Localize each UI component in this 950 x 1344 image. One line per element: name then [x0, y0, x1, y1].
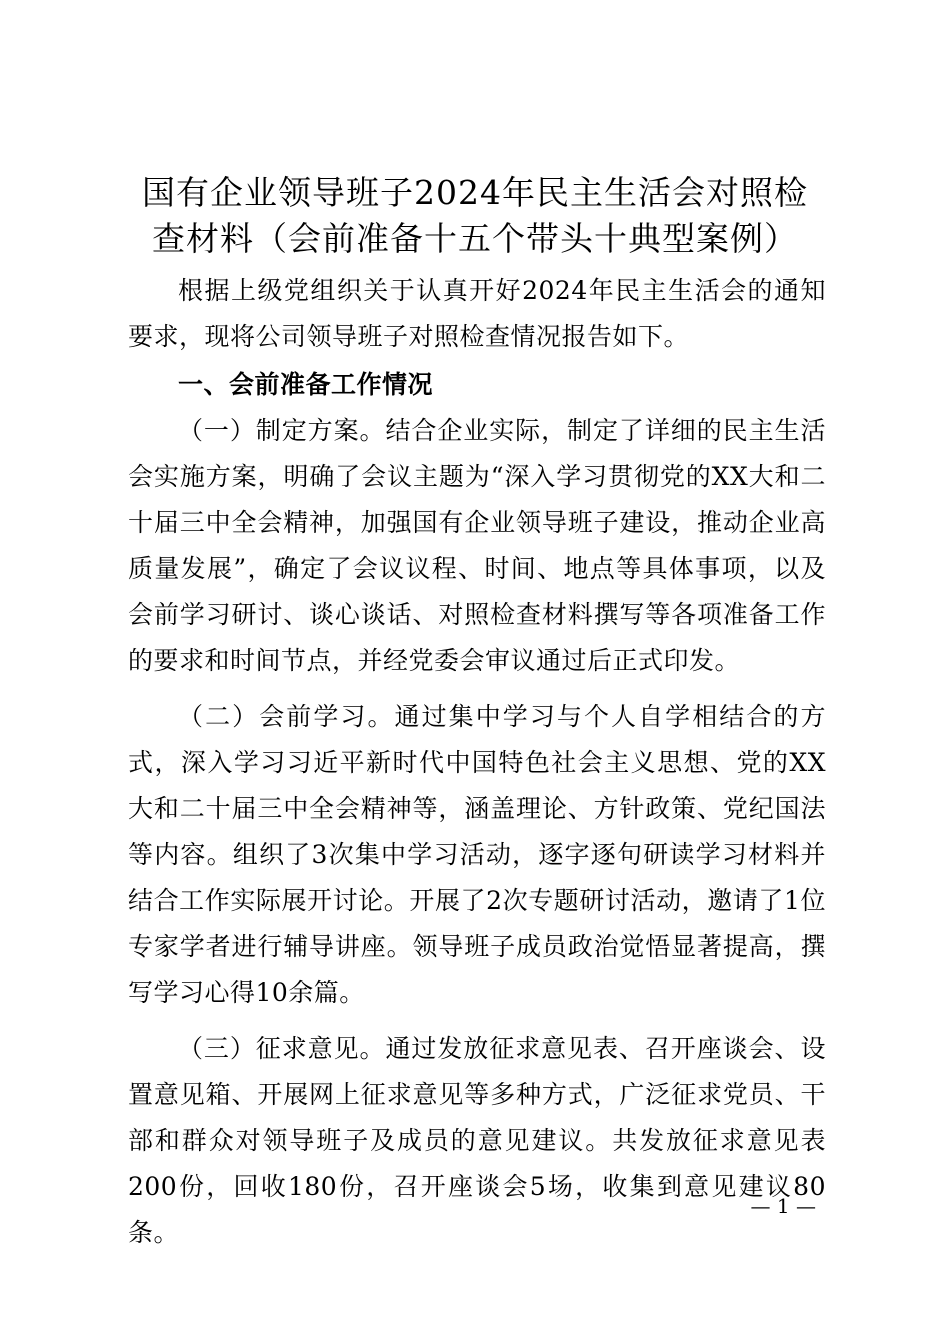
title-line-2: 查材料（会前准备十五个带头十典型案例）	[152, 219, 798, 258]
item-3-text: 通过发放征求意见表、召开座谈会、设置意见箱、开展网上征求意见等多种方式，广泛征求党员、干部和群众对领导班子及成员的意见建议。共发放征求意见表200份，回收180份，召开座谈会5场，收集到意见建议80条。	[128, 1034, 826, 1247]
page-number: — 1 —	[750, 1194, 816, 1218]
paragraph-item-2	[128, 694, 826, 1016]
document-body	[128, 268, 826, 1256]
paragraph-item-1	[128, 408, 826, 684]
paragraph-item-3	[128, 1026, 826, 1256]
item-2-lead: （二）会前学习。	[178, 702, 395, 731]
title-line-1: 国有企业领导班子2024年民主生活会对照检	[142, 173, 808, 212]
intro-paragraph: 根据上级党组织关于认真开好2024年民主生活会的通知要求，现将公司领导班子对照检查情况报告如下。	[128, 276, 826, 351]
item-2-text: 通过集中学习与个人自学相结合的方式，深入学习习近平新时代中国特色社会主义思想、党的XX大和二十届三中全会精神等，涵盖理论、方针政策、党纪国法等内容。组织了3次集中学习活动，逐字逐句研读学习材料并结合工作实际展开讨论。开展了2次专题研讨活动，邀请了1位专家学者进行辅导讲座。领导班子成员政治觉悟显著提高，撰写学习心得10余篇。	[128, 702, 826, 1007]
item-1-text: 结合企业实际，制定了详细的民主生活会实施方案，明确了会议主题为“深入学习贯彻党的XX大和二十届三中全会精神，加强国有企业领导班子建设，推动企业高质量发展”，确定了会议议程、时间、地点等具体事项，以及会前学习研讨、谈心谈话、对照检查材料撰写等各项准备工作的要求和时间节点，并经党委会审议通过后正式印发。	[128, 416, 826, 675]
document-title	[128, 170, 822, 262]
item-1-lead: （一）制定方案。	[178, 416, 386, 445]
item-3-lead: （三）征求意见。	[178, 1034, 386, 1063]
section-heading-1: 一、会前准备工作情况	[178, 370, 434, 399]
